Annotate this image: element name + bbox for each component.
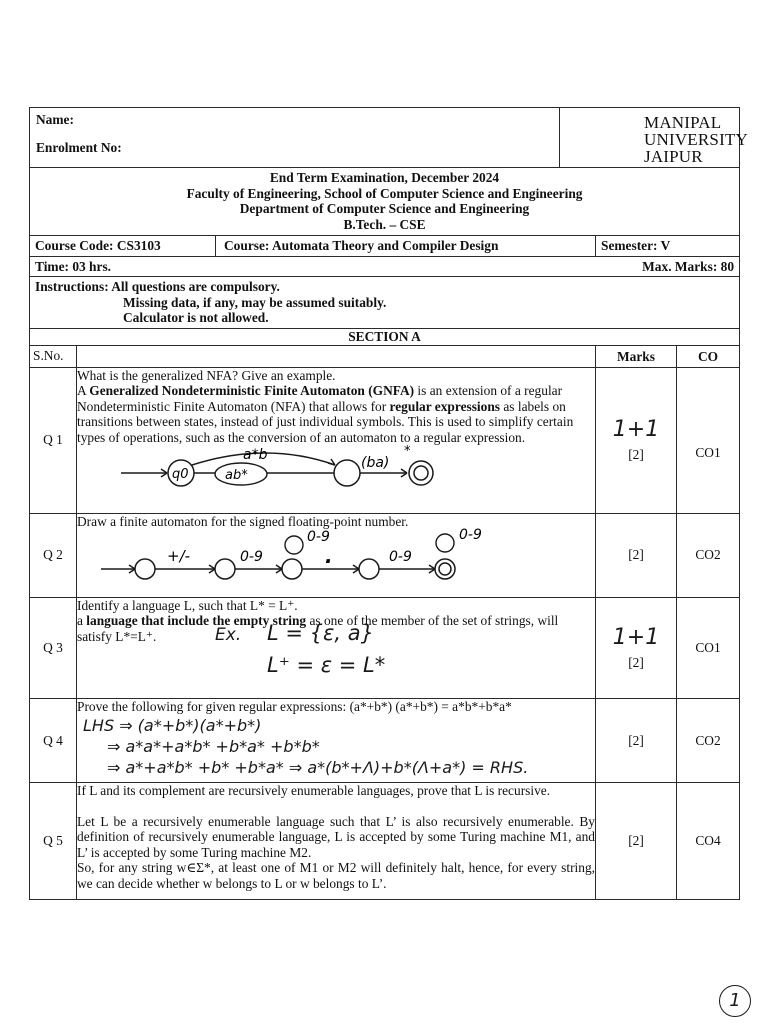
q4-co: CO2 <box>677 699 740 783</box>
q4-hw-line2: ⇒ a*a*+a*b* +b*a* +b*b* <box>107 736 320 756</box>
course-name: Course: Automata Theory and Compiler Design <box>216 236 596 257</box>
q4-hw-line1: LHS ⇒ (a*+b*)(a*+b*) <box>83 715 262 735</box>
q3-marks-cell <box>596 597 677 699</box>
department-line: Department of Computer Science and Engineering <box>239 201 530 216</box>
q4-marks: [2] <box>596 699 677 783</box>
instructions-line2: Missing data, if any, may be assumed suitably. <box>123 294 387 310</box>
q3-hw-line1: L = {ε, a} <box>267 621 374 645</box>
q2-label-digits-1: 0-9 <box>240 549 263 565</box>
col-co: CO <box>677 345 740 367</box>
q1-label-abstar: ab* <box>225 468 248 483</box>
instructions-lead: Instructions: All questions are compulsory. <box>35 279 280 294</box>
q1-state-q0: q0 <box>172 467 189 482</box>
question-row-1 <box>30 367 740 513</box>
q3-marks: [2] <box>628 655 644 670</box>
q1-co: CO1 <box>677 367 740 513</box>
q2-label-digits-loop2: 0-9 <box>459 527 482 543</box>
q5-co: CO4 <box>677 783 740 900</box>
q5-marks: [2] <box>596 783 677 900</box>
col-marks: Marks <box>596 345 677 367</box>
q5-content <box>77 783 596 900</box>
q3-answer: a language that include the empty string as one of the member of the set of strings, will satisfy L*=L⁺. <box>77 613 559 644</box>
q1-number: Q 1 <box>30 367 77 513</box>
q1-answer: A Generalized Nondeterministic Finite Automaton (GNFA) is an extension of a regular Nondeterministic Finite Automaton (NFA) that allows for regular expressions as labels on transitions between states, instead of just individual symbols. This is used to simplify certain types of operations, such as the conversion of an automaton to a regular expression. <box>77 383 574 445</box>
q3-question: Identify a language L, such that L* = L⁺. <box>77 597 298 613</box>
q3-number: Q 3 <box>30 597 77 699</box>
question-row-3 <box>30 597 740 699</box>
q1-question: What is the generalized NFA? Give an example. <box>77 367 336 383</box>
q3-handwritten-marks: 1+1 <box>612 625 660 650</box>
q3-co: CO1 <box>677 597 740 699</box>
q2-label-sign: +/- <box>167 547 191 565</box>
question-row-5 <box>30 783 740 900</box>
q2-label-digits-loop1: 0-9 <box>307 529 330 545</box>
q4-handwritten-proof <box>77 715 595 778</box>
q5-answer-2: So, for any string w∈Σ*, at least one of M1 or M2 will definitely halt, hence, for every string, we can decide whether w belongs to L or w belongs to L’. <box>77 860 595 891</box>
course-code: Course Code: CS3103 <box>30 236 216 257</box>
exam-title: End Term Examination, December 2024 <box>269 170 500 185</box>
university-city: JAIPUR <box>644 147 703 166</box>
time-marks-row <box>30 256 740 277</box>
q4-number: Q 4 <box>30 699 77 783</box>
q3-hw-line2: L⁺ = ε = L* <box>267 653 386 677</box>
q2-number: Q 2 <box>30 513 77 597</box>
q1-label-star: * <box>404 445 411 459</box>
q2-float-automaton <box>97 523 577 583</box>
university-header <box>560 108 748 168</box>
max-marks: Max. Marks: 80 <box>642 258 735 274</box>
q5-question: If L and its complement are recursively enumerable languages, prove that L is recursive. <box>77 783 551 798</box>
program-line: B.Tech. – CSE <box>343 216 426 232</box>
q2-content <box>77 513 596 597</box>
q1-marks: [2] <box>628 447 644 463</box>
q1-label-ba: (ba) <box>361 455 390 471</box>
enrolment-label: Enrolment No: <box>36 139 122 155</box>
q4-hw-line3: ⇒ a*+a*b* +b* +b*a* ⇒ a*(b*+Λ)+b*(Λ+a*) = RHS. <box>107 757 529 777</box>
col-sno: S.No. <box>30 345 77 367</box>
q3-content <box>77 597 596 699</box>
q1-label-astarb: a*b <box>243 447 268 463</box>
faculty-line: Faculty of Engineering, School of Computer Science and Engineering <box>186 185 583 201</box>
candidate-info <box>30 108 560 168</box>
exam-table <box>29 107 748 900</box>
q5-answer-1: Let L be a recursively enumerable language such that L’ is also recursively enumerable. By definition of recursively enumerable language, L is accepted by some Turing machine M1, and L’ is accepted by some Turing machine M2. <box>77 813 595 860</box>
university-name: MANIPAL UNIVERSITY <box>644 113 748 149</box>
page-number: 1 <box>719 985 751 1017</box>
time-label: Time: 03 hrs. <box>35 258 112 274</box>
q2-question: Draw a finite automaton for the signed floating-point number. <box>77 513 409 529</box>
q1-marks-cell <box>596 367 677 513</box>
question-row-2 <box>30 513 740 597</box>
q2-label-dot: . <box>325 544 333 568</box>
question-row-4 <box>30 699 740 783</box>
name-label: Name: <box>36 112 74 127</box>
q2-label-digits-2: 0-9 <box>389 549 412 565</box>
q2-co: CO2 <box>677 513 740 597</box>
q5-number: Q 5 <box>30 783 77 900</box>
q1-handwritten-marks: 1+1 <box>612 417 660 443</box>
q1-gnfa-diagram <box>117 445 537 489</box>
q4-question: Prove the following for given regular expressions: (a*+b*) (a*+b*) = a*b*+b*a* <box>77 699 512 714</box>
q3-hw-ex: Ex. <box>215 625 242 645</box>
instructions <box>30 277 740 329</box>
section-title: SECTION A <box>30 328 740 345</box>
q1-content <box>77 367 596 513</box>
q2-marks: [2] <box>596 513 677 597</box>
q4-content <box>77 699 596 783</box>
exam-info <box>30 168 740 236</box>
instructions-line3: Calculator is not allowed. <box>123 310 269 325</box>
semester: Semester: V <box>596 236 740 257</box>
